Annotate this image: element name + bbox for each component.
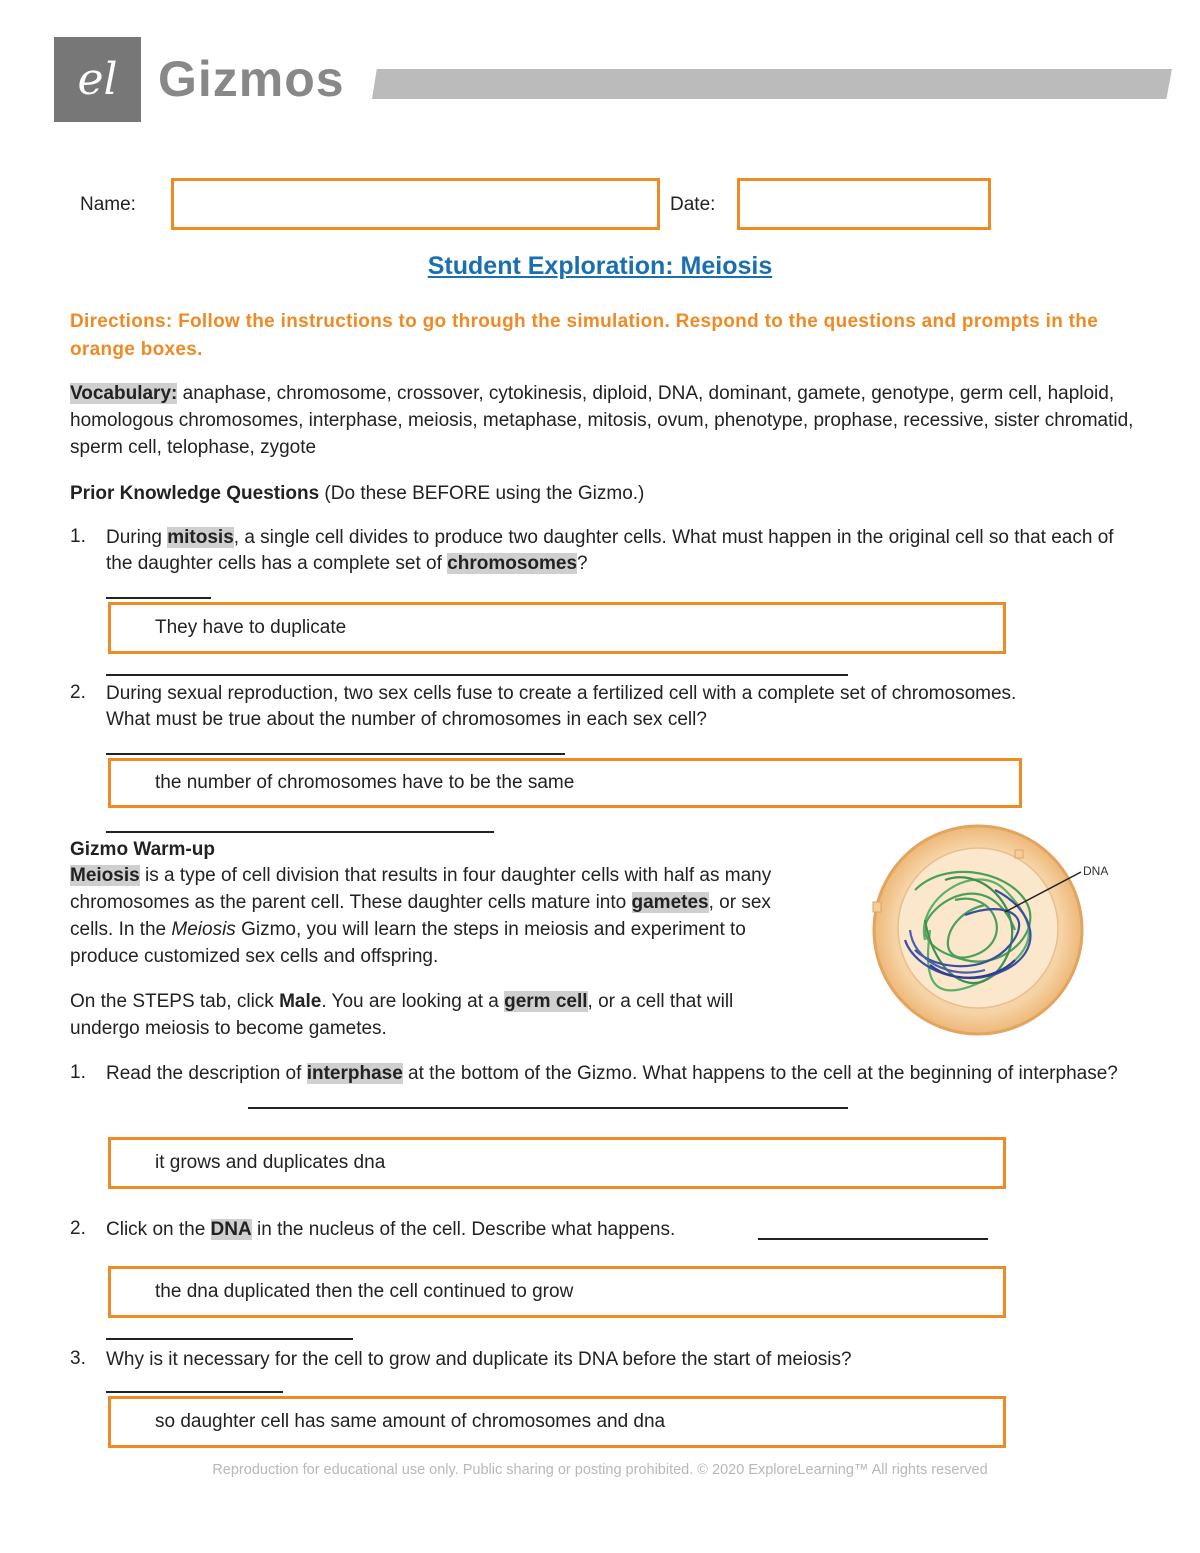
answer-underline xyxy=(248,1107,848,1109)
prior-knowledge-heading: Prior Knowledge Questions (Do these BEFORE using the Gizmo.) xyxy=(70,483,645,504)
question-number: 3. xyxy=(70,1348,86,1369)
answer-underline xyxy=(106,1391,283,1393)
date-field[interactable] xyxy=(737,178,991,230)
question-number: 1. xyxy=(70,1062,86,1083)
answer-underline xyxy=(106,674,848,676)
answer-underline xyxy=(106,753,565,755)
answer-box[interactable]: They have to duplicate xyxy=(108,602,1006,654)
answer-underline xyxy=(106,831,494,833)
warmup-steps: On the STEPS tab, click Male. You are looking at a germ cell, or a cell that will undergo meiosis to become gametes. xyxy=(70,991,734,1039)
dna-label: DNA xyxy=(1083,864,1109,878)
brand-name: Gizmos xyxy=(158,51,345,107)
explorelearning-logo-icon: el xyxy=(77,54,118,105)
prior-question-1: During mitosis, a single cell divides to produce two daughter cells. What must happen in the original cell so that each of the daughter cells has a complete set of chromosomes? xyxy=(106,527,1114,574)
question-number: 2. xyxy=(70,1218,86,1239)
footer-notice: Reproduction for educational use only. Public sharing or posting prohibited. © 2020 ExploreLearning™ All rights reserved xyxy=(212,1462,988,1478)
warmup-question-1: Read the description of interphase at the bottom of the Gizmo. What happens to the cell at the beginning of interphase? xyxy=(106,1063,1118,1084)
vocabulary-terms: anaphase, chromosome, crossover, cytokinesis, diploid, DNA, dominant, gamete, genotype, germ cell, haploid, homologous chromosomes, interphase, meiosis, metaphase, mitosis, ovum, phenotype, prophase, recessive, sister chromatid, sperm cell, telophase, zygote xyxy=(70,383,1134,458)
name-field[interactable] xyxy=(171,178,660,230)
answer-box[interactable]: the dna duplicated then the cell continued to grow xyxy=(108,1266,1006,1318)
directions: Directions: Follow the instructions to go through the simulation. Respond to the questions and prompts in the orange boxes. xyxy=(70,311,1099,360)
date-label: Date: xyxy=(670,194,716,215)
vocabulary xyxy=(70,380,1140,461)
answer-underline xyxy=(758,1238,988,1240)
answer-box[interactable]: it grows and duplicates dna xyxy=(108,1137,1006,1189)
warmup-intro: Meiosis is a type of cell division that results in four daughter cells with half as many chromosomes as the parent cell. These daughter cells mature into gametes, or sex cells. In the Meiosis Gizmo, you will learn the steps in meiosis and experiment to produce customized sex cells and offspring. xyxy=(70,865,772,967)
prior-question-2: During sexual reproduction, two sex cells fuse to create a fertilized cell with a complete set of chromosomes. What must be true about the number of chromosomes in each sex cell? xyxy=(106,683,1017,730)
name-label: Name: xyxy=(80,194,136,215)
warmup-question-3: Why is it necessary for the cell to grow and duplicate its DNA before the start of meiosis? xyxy=(106,1349,852,1370)
answer-box[interactable]: the number of chromosomes have to be the same xyxy=(108,758,1022,808)
page-title: Student Exploration: Meiosis xyxy=(427,252,773,280)
question-number: 1. xyxy=(70,526,86,547)
answer-underline xyxy=(106,597,211,599)
warmup-question-2: Click on the DNA in the nucleus of the cell. Describe what happens. xyxy=(106,1219,676,1240)
answer-underline xyxy=(106,1338,353,1340)
warmup-heading: Gizmo Warm-up xyxy=(70,839,215,860)
germ-cell-image xyxy=(855,820,1115,1040)
header-bar xyxy=(372,69,1172,99)
vocabulary-label: Vocabulary: xyxy=(70,383,178,404)
question-number: 2. xyxy=(70,682,86,703)
answer-box[interactable]: so daughter cell has same amount of chromosomes and dna xyxy=(108,1396,1006,1448)
